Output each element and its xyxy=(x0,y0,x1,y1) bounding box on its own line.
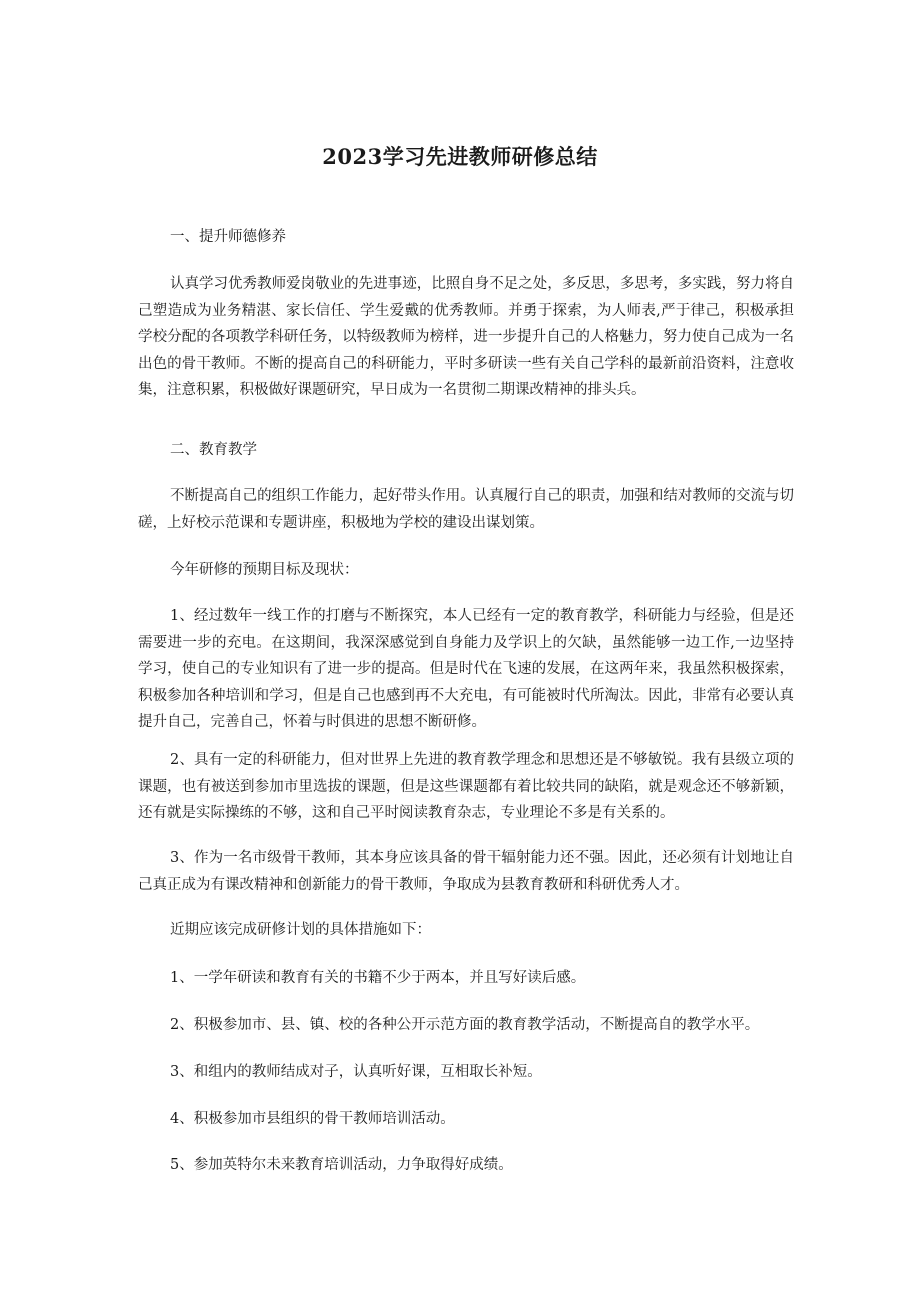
measures-intro: 近期应该完成研修计划的具体措施如下： xyxy=(170,922,431,938)
measure-item-5: 5、参加英特尔未来教育培训活动，力争取得好成绩。 xyxy=(170,1157,513,1173)
measure-item-2: 2、积极参加市、县、镇、校的各种公开示范方面的教育教学活动，不断提高自的教学水平。 xyxy=(170,1017,760,1033)
measure-item-4: 4、积极参加市县组织的骨干教师培训活动。 xyxy=(170,1111,455,1127)
measure-item-1: 1、一学年研读和教育有关的书籍不少于两本，并且写好读后感。 xyxy=(170,970,586,986)
section2-body: 不断提高自己的组织工作能力，起好带头作用。认真履行自己的职责，加强和结对教师的交流与切磋，上好校示范课和专题讲座，积极地为学校的建设出谋划策。 xyxy=(138,488,794,531)
measure-item-3: 3、和组内的教师结成对子，认真听好课，互相取长补短。 xyxy=(170,1064,542,1080)
goals-intro: 今年研修的预期目标及现状： xyxy=(170,562,359,578)
goal-item-3: 3、作为一名市级骨干教师，其本身应该具备的骨干辐射能力还不强。因此，还必须有计划地让自己真正成为有课改精神和创新能力的骨干教师，争取成为县教育教研和科研优秀人才。 xyxy=(138,850,794,893)
goal-item-2: 2、具有一定的科研能力，但对世界上先进的教育教学理念和思想还是不够敏锐。我有县级立项的课题，也有被送到参加市里选拔的课题，但是这些课题都有着比较共同的缺陷，就是观念还不够新颖，还有就是实际操练的不够，这和自己平时阅读教育杂志，专业理论不多是有关系的。 xyxy=(138,752,794,821)
section2-heading: 二、教育教学 xyxy=(170,442,257,458)
goal-item-1: 1、经过数年一线工作的打磨与不断探究，本人已经有一定的教育教学，科研能力与经验，但是还需要进一步的充电。在这期间，我深深感觉到自身能力及学识上的欠缺，虽然能够一边工作,一边坚持学习，使自己的专业知识有了进一步的提高。但是时代在飞速的发展，在这两年来，我虽然积极探索，积极参加各种培训和学习，但是自己也感到再不大充电，有可能被时代所淘汰。因此，非常有必要认真提升自己，完善自己，怀着与时俱进的思想不断研修。 xyxy=(138,608,794,730)
section1-body: 认真学习优秀教师爱岗敬业的先进事迹，比照自身不足之处，多反思，多思考，多实践，努力将自己塑造成为业务精湛、家长信任、学生爱戴的优秀教师。并勇于探索，为人师表,严于律己，积极承担学校分配的各项教学科研任务，以特级教师为榜样，进一步提升自己的人格魅力，努力使自己成为一名出色的骨干教师。不断的提高自己的科研能力，平时多研读一些有关自己学科的最新前沿资料，注意收集，注意积累，积极做好课题研究，早日成为一名贯彻二期课改精神的排头兵。 xyxy=(138,276,794,398)
section1-heading: 一、提升师德修养 xyxy=(170,229,286,245)
document-title: 2023学习先进教师研修总结 xyxy=(322,144,598,169)
